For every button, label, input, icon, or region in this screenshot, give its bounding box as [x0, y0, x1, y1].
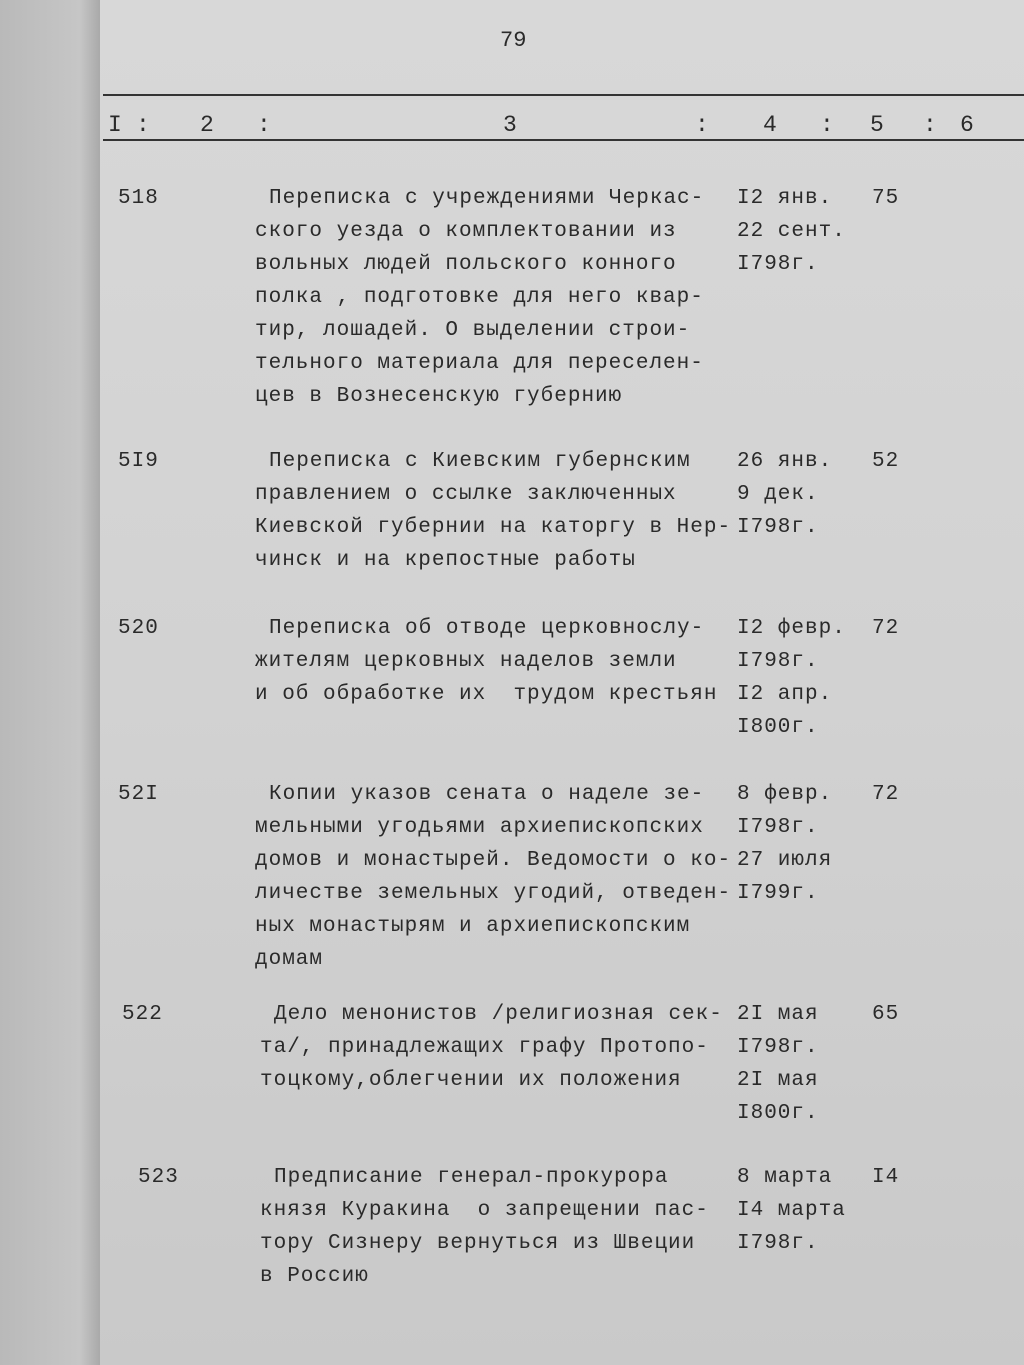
date-line: 9 дек. [737, 483, 819, 506]
item-description [255, 445, 731, 577]
column-separator: : [820, 112, 834, 138]
description-line: жителям церковных наделов земли [255, 650, 677, 673]
description-line: ных монастырям и архиепископским [255, 915, 691, 938]
item-dates [737, 778, 832, 910]
item-number: 520 [118, 617, 159, 640]
sheet-count: 65 [872, 1003, 900, 1026]
date-line: I798г. [737, 650, 819, 673]
item-dates [737, 1161, 846, 1260]
date-line: 8 февр. [737, 783, 833, 806]
column-header: 3 [503, 112, 517, 138]
item-description [255, 778, 731, 976]
page-number: 79 [500, 28, 527, 53]
date-line: 8 марта [737, 1166, 833, 1189]
description-line: личестве земельных угодий, отведен- [255, 882, 732, 905]
date-line: I798г. [737, 816, 819, 839]
date-line: I798г. [737, 516, 819, 539]
item-dates [737, 445, 832, 544]
description-line: Копии указов сената о наделе зе- [269, 783, 705, 806]
description-line: мельными угодьями архиепископских [255, 816, 704, 839]
column-header: 6 [960, 112, 974, 138]
item-description [255, 612, 717, 711]
description-line: Переписка с Киевским губернским [269, 450, 691, 473]
date-line: I799г. [737, 882, 819, 905]
description-line: князя Куракина о запрещении пас- [260, 1199, 709, 1222]
item-number: 518 [118, 187, 159, 210]
date-line: I2 апр. [737, 683, 833, 706]
description-line: тоцкому,облегчении их положения [260, 1069, 682, 1092]
column-separator: : [923, 112, 937, 138]
date-line: 27 июля [737, 849, 833, 872]
description-line: ского уезда о комплектовании из [255, 220, 677, 243]
description-line: в Россию [260, 1265, 369, 1288]
description-line: Предписание генерал-прокурора [274, 1166, 669, 1189]
description-line: тору Сизнеру вернуться из Швеции [260, 1232, 696, 1255]
description-line: Дело менонистов /религиозная сек- [274, 1003, 723, 1026]
description-line: та/, принадлежащих графу Протопо- [260, 1036, 709, 1059]
date-line: 2I мая [737, 1069, 819, 1092]
date-line: I2 февр. [737, 617, 846, 640]
sheet-count: I4 [872, 1166, 900, 1189]
item-description [260, 998, 723, 1097]
date-line: I4 марта [737, 1199, 846, 1222]
date-line: I800г. [737, 716, 819, 739]
sheet-count: 52 [872, 450, 900, 473]
description-line: Переписка об отводе церковнослу- [269, 617, 705, 640]
date-line: 22 сент. [737, 220, 846, 243]
item-dates [737, 998, 819, 1130]
description-line: цев в Вознесенскую губернию [255, 385, 623, 408]
column-header: 4 [763, 112, 777, 138]
item-number: 52I [118, 783, 159, 806]
date-line: I2 янв. [737, 187, 833, 210]
sheet-count: 72 [872, 617, 900, 640]
description-line: правлением о ссылке заключенных [255, 483, 677, 506]
column-header: 2 [200, 112, 214, 138]
description-line: домам [255, 948, 324, 971]
description-line: тельного материала для переселен- [255, 352, 704, 375]
description-line: полка , подготовке для него квар- [255, 286, 704, 309]
page-edge [0, 0, 100, 1365]
item-dates [737, 612, 846, 744]
item-number: 523 [138, 1166, 179, 1189]
column-header: I [108, 112, 122, 138]
item-dates [737, 182, 846, 281]
description-line: Киевской губернии на каторгу в Нер- [255, 516, 732, 539]
item-number: 522 [122, 1003, 163, 1026]
description-line: тир, лошадей. О выделении строи- [255, 319, 691, 342]
date-line: 26 янв. [737, 450, 833, 473]
column-separator: : [136, 112, 150, 138]
description-line: чинск и на крепостные работы [255, 549, 636, 572]
column-separator: : [695, 112, 709, 138]
description-line: Переписка с учреждениями Черкас- [269, 187, 705, 210]
date-line: I798г. [737, 253, 819, 276]
date-line: I798г. [737, 1036, 819, 1059]
item-description [260, 1161, 709, 1293]
description-line: вольных людей польского конного [255, 253, 677, 276]
item-number: 5I9 [118, 450, 159, 473]
date-line: I798г. [737, 1232, 819, 1255]
column-header: 5 [870, 112, 884, 138]
description-line: и об обработке их трудом крестьян [255, 683, 718, 706]
header-bottom-rule [103, 139, 1024, 141]
description-line: домов и монастырей. Ведомости о ко- [255, 849, 732, 872]
item-description [255, 182, 704, 413]
date-line: I800г. [737, 1102, 819, 1125]
sheet-count: 75 [872, 187, 900, 210]
date-line: 2I мая [737, 1003, 819, 1026]
column-separator: : [257, 112, 271, 138]
header-top-rule [103, 94, 1024, 96]
sheet-count: 72 [872, 783, 900, 806]
